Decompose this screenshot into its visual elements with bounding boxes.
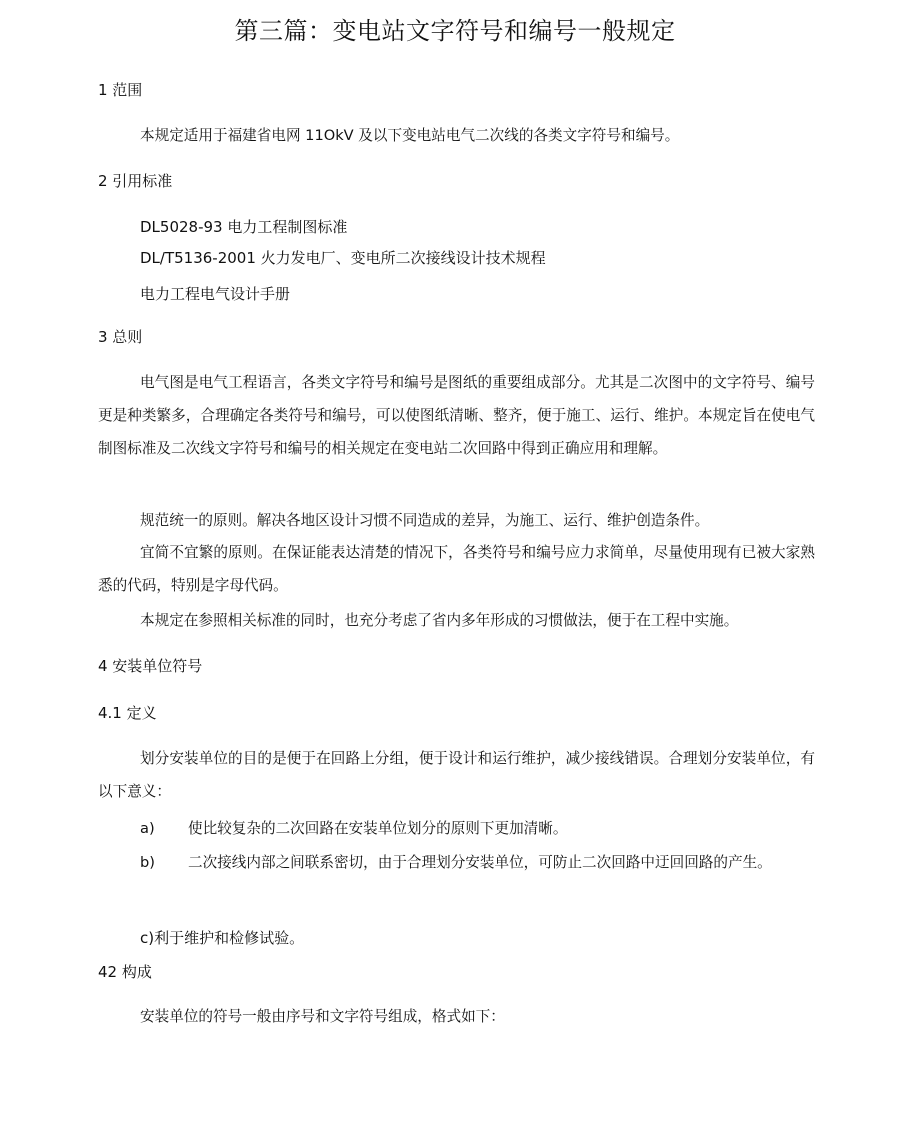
list-item-marker: a) <box>140 820 155 837</box>
reference-item: DL/T5136-2001 火力发电厂、变电所二次接线设计技术规程 <box>140 249 546 267</box>
section-1-paragraph: 本规定适用于福建省电网 11OkV 及以下变电站电气二次线的各类文字符号和编号。 <box>140 127 680 144</box>
section-1-heading: 1 范围 <box>98 81 143 99</box>
list-item-text: 二次接线内部之间联系密切，由于合理划分安装单位，可防止二次回路中迂回回路的产生。 <box>188 854 772 871</box>
section-3-paragraph: 电气图是电气工程语言，各类文字符号和编号是图纸的重要组成部分。尤其是二次图中的文字符号、编号更是种类繁多，合理确定各类符号和编号，可以使图纸清晰、整齐，便于施工、运行、维护。本规定旨在使电气制图标准及二次线文字符号和编号的相关规定在变电站二次回路中得到正确应用和理解。 <box>98 374 815 457</box>
list-item-c: c)利于维护和检修试验。 <box>140 929 305 947</box>
section-3-heading: 3 总则 <box>98 328 143 346</box>
section-3-paragraph: 宜简不宜繁的原则。在保证能表达清楚的情况下，各类符号和编号应力求简单，尽量使用现有已被大家熟悉的代码，特别是字母代码。 <box>98 544 815 594</box>
reference-item: 电力工程电气设计手册 <box>140 285 291 303</box>
section-4-2-heading: 42 构成 <box>98 963 152 981</box>
list-item <box>98 846 815 879</box>
list-item <box>98 812 815 845</box>
list-item-marker: b) <box>140 854 155 871</box>
section-3-paragraph: 本规定在参照相关标准的同时，也充分考虑了省内多年形成的习惯做法，便于在工程中实施。 <box>140 612 739 629</box>
section-3-paragraph: 规范统一的原则。解决各地区设计习惯不同造成的差异，为施工、运行、维护创造条件。 <box>140 512 710 529</box>
section-4-1-heading: 4.1 定义 <box>98 704 157 722</box>
section-4-heading: 4 安装单位符号 <box>98 657 203 675</box>
reference-item: DL5028-93 电力工程制图标准 <box>140 218 348 236</box>
page-title: 第三篇：变电站文字符号和编号一般规定 <box>234 17 676 45</box>
section-4-2-paragraph: 安装单位的符号一般由序号和文字符号组成，格式如下： <box>140 1008 505 1025</box>
section-2-heading: 2 引用标准 <box>98 172 173 190</box>
section-4-1-paragraph: 划分安装单位的目的是便于在回路上分组，便于设计和运行维护，减少接线错误。合理划分安装单位，有以下意义： <box>98 750 815 800</box>
list-item-text: 使比较复杂的二次回路在安装单位划分的原则下更加清晰。 <box>188 820 568 837</box>
